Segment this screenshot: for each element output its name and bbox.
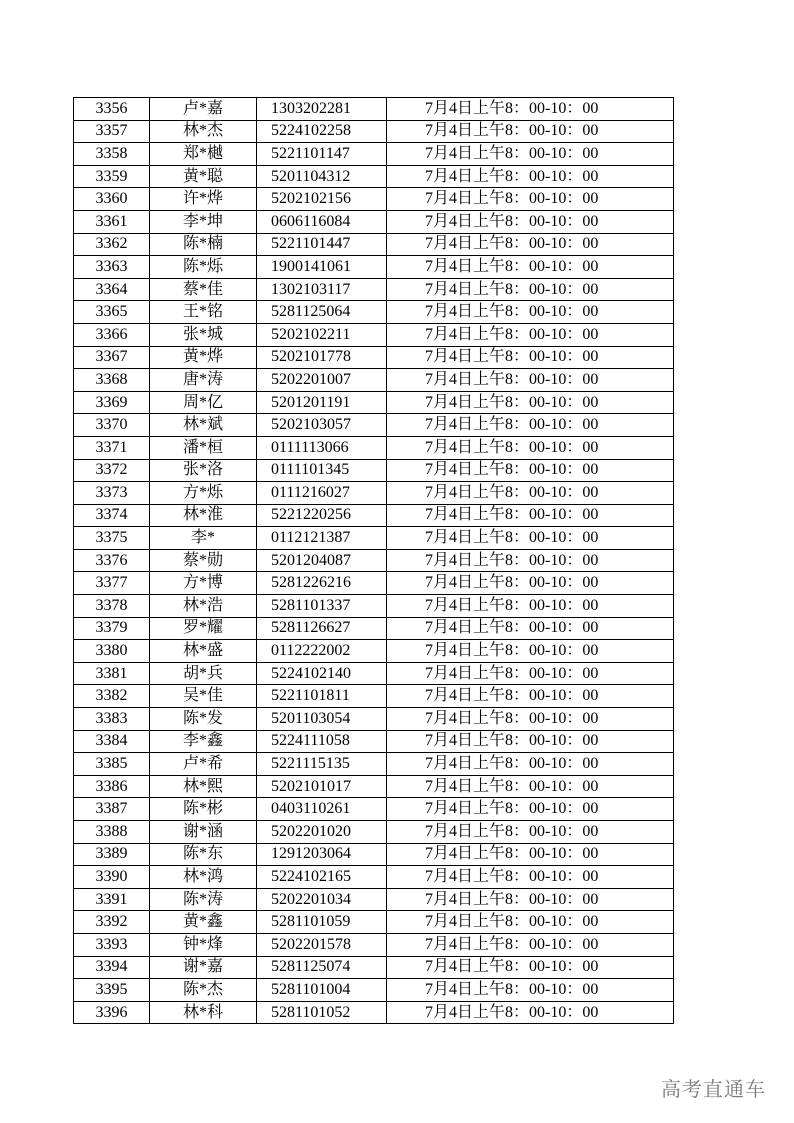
table-row (74, 572, 674, 595)
id-number-cell: 5224102165 (257, 866, 387, 889)
name-cell: 蔡*佳 (150, 278, 257, 301)
row-number-cell: 3371 (74, 436, 150, 459)
row-number-cell: 3388 (74, 821, 150, 844)
exam-time-cell: 7月4日上午8：00-10：00 (387, 98, 674, 121)
id-number-cell: 5202201020 (257, 821, 387, 844)
name-cell: 吴*佳 (150, 685, 257, 708)
row-number-cell: 3361 (74, 210, 150, 233)
exam-time-cell: 7月4日上午8：00-10：00 (387, 549, 674, 572)
name-cell: 罗*耀 (150, 617, 257, 640)
id-number-cell: 5202102156 (257, 188, 387, 211)
table-row (74, 414, 674, 437)
id-number-cell: 0403110261 (257, 798, 387, 821)
table-row (74, 482, 674, 505)
exam-time-cell: 7月4日上午8：00-10：00 (387, 188, 674, 211)
exam-time-cell: 7月4日上午8：00-10：00 (387, 662, 674, 685)
table-row (74, 843, 674, 866)
row-number-cell: 3360 (74, 188, 150, 211)
id-number-cell: 1900141061 (257, 256, 387, 279)
id-number-cell: 5201103054 (257, 708, 387, 731)
exam-time-cell: 7月4日上午8：00-10：00 (387, 369, 674, 392)
table-row (74, 323, 674, 346)
name-cell: 王*铭 (150, 301, 257, 324)
name-cell: 陈*烁 (150, 256, 257, 279)
exam-time-cell: 7月4日上午8：00-10：00 (387, 323, 674, 346)
exam-time-cell: 7月4日上午8：00-10：00 (387, 120, 674, 143)
name-cell: 胡*兵 (150, 662, 257, 685)
table-row (74, 821, 674, 844)
name-cell: 许*烨 (150, 188, 257, 211)
id-number-cell: 5221101811 (257, 685, 387, 708)
name-cell: 方*烁 (150, 482, 257, 505)
exam-time-cell: 7月4日上午8：00-10：00 (387, 233, 674, 256)
row-number-cell: 3389 (74, 843, 150, 866)
id-number-cell: 5224111058 (257, 730, 387, 753)
row-number-cell: 3392 (74, 911, 150, 934)
exam-time-cell: 7月4日上午8：00-10：00 (387, 933, 674, 956)
table-row (74, 233, 674, 256)
table-row (74, 956, 674, 979)
roster-table-body (74, 98, 674, 1024)
row-number-cell: 3362 (74, 233, 150, 256)
id-number-cell: 5201201191 (257, 391, 387, 414)
row-number-cell: 3385 (74, 753, 150, 776)
exam-time-cell: 7月4日上午8：00-10：00 (387, 1001, 674, 1024)
table-row (74, 979, 674, 1002)
exam-time-cell: 7月4日上午8：00-10：00 (387, 708, 674, 731)
id-number-cell: 5221101447 (257, 233, 387, 256)
row-number-cell: 3359 (74, 165, 150, 188)
table-row (74, 662, 674, 685)
id-number-cell: 5281101337 (257, 595, 387, 618)
id-number-cell: 5202201007 (257, 369, 387, 392)
table-row (74, 933, 674, 956)
exam-time-cell: 7月4日上午8：00-10：00 (387, 888, 674, 911)
row-number-cell: 3393 (74, 933, 150, 956)
id-number-cell: 5202201034 (257, 888, 387, 911)
table-row (74, 165, 674, 188)
id-number-cell: 1291203064 (257, 843, 387, 866)
row-number-cell: 3384 (74, 730, 150, 753)
table-row (74, 866, 674, 889)
name-cell: 陈*涛 (150, 888, 257, 911)
table-row (74, 595, 674, 618)
table-row (74, 98, 674, 121)
id-number-cell: 5281101059 (257, 911, 387, 934)
table-row (74, 888, 674, 911)
id-number-cell: 1302103117 (257, 278, 387, 301)
id-number-cell: 5281125064 (257, 301, 387, 324)
name-cell: 方*博 (150, 572, 257, 595)
name-cell: 陈*楠 (150, 233, 257, 256)
name-cell: 林*熙 (150, 775, 257, 798)
name-cell: 黄*鑫 (150, 911, 257, 934)
row-number-cell: 3391 (74, 888, 150, 911)
table-row (74, 730, 674, 753)
table-row (74, 301, 674, 324)
name-cell: 卢*嘉 (150, 98, 257, 121)
id-number-cell: 0112222002 (257, 640, 387, 663)
name-cell: 陈*发 (150, 708, 257, 731)
name-cell: 李*鑫 (150, 730, 257, 753)
row-number-cell: 3386 (74, 775, 150, 798)
row-number-cell: 3363 (74, 256, 150, 279)
exam-time-cell: 7月4日上午8：00-10：00 (387, 482, 674, 505)
id-number-cell: 5202201578 (257, 933, 387, 956)
id-number-cell: 0111113066 (257, 436, 387, 459)
id-number-cell: 5202101778 (257, 346, 387, 369)
name-cell: 林*斌 (150, 414, 257, 437)
name-cell: 陈*东 (150, 843, 257, 866)
row-number-cell: 3382 (74, 685, 150, 708)
row-number-cell: 3380 (74, 640, 150, 663)
id-number-cell: 0111101345 (257, 459, 387, 482)
row-number-cell: 3376 (74, 549, 150, 572)
table-row (74, 527, 674, 550)
row-number-cell: 3357 (74, 120, 150, 143)
name-cell: 黄*烨 (150, 346, 257, 369)
id-number-cell: 5221220256 (257, 504, 387, 527)
name-cell: 林*杰 (150, 120, 257, 143)
row-number-cell: 3390 (74, 866, 150, 889)
id-number-cell: 5202103057 (257, 414, 387, 437)
table-row (74, 1001, 674, 1024)
exam-time-cell: 7月4日上午8：00-10：00 (387, 843, 674, 866)
row-number-cell: 3356 (74, 98, 150, 121)
roster-table (73, 97, 674, 1024)
table-row (74, 459, 674, 482)
table-row (74, 685, 674, 708)
table-row (74, 346, 674, 369)
id-number-cell: 5281101004 (257, 979, 387, 1002)
name-cell: 陈*彬 (150, 798, 257, 821)
row-number-cell: 3364 (74, 278, 150, 301)
watermark-text: 高考直通车 (661, 1077, 766, 1101)
id-number-cell: 5221101147 (257, 143, 387, 166)
name-cell: 黄*聪 (150, 165, 257, 188)
exam-time-cell: 7月4日上午8：00-10：00 (387, 979, 674, 1002)
id-number-cell: 5281125074 (257, 956, 387, 979)
id-number-cell: 5221115135 (257, 753, 387, 776)
table-row (74, 640, 674, 663)
name-cell: 李* (150, 527, 257, 550)
row-number-cell: 3369 (74, 391, 150, 414)
table-row (74, 708, 674, 731)
row-number-cell: 3370 (74, 414, 150, 437)
row-number-cell: 3368 (74, 369, 150, 392)
row-number-cell: 3387 (74, 798, 150, 821)
row-number-cell: 3372 (74, 459, 150, 482)
id-number-cell: 5201204087 (257, 549, 387, 572)
table-row (74, 753, 674, 776)
id-number-cell: 5224102140 (257, 662, 387, 685)
exam-time-cell: 7月4日上午8：00-10：00 (387, 821, 674, 844)
exam-time-cell: 7月4日上午8：00-10：00 (387, 391, 674, 414)
name-cell: 张*城 (150, 323, 257, 346)
name-cell: 蔡*勋 (150, 549, 257, 572)
table-row (74, 369, 674, 392)
table-row (74, 391, 674, 414)
exam-time-cell: 7月4日上午8：00-10：00 (387, 256, 674, 279)
exam-time-cell: 7月4日上午8：00-10：00 (387, 210, 674, 233)
exam-time-cell: 7月4日上午8：00-10：00 (387, 278, 674, 301)
exam-time-cell: 7月4日上午8：00-10：00 (387, 436, 674, 459)
row-number-cell: 3358 (74, 143, 150, 166)
id-number-cell: 0111216027 (257, 482, 387, 505)
table-row (74, 278, 674, 301)
row-number-cell: 3366 (74, 323, 150, 346)
exam-time-cell: 7月4日上午8：00-10：00 (387, 753, 674, 776)
exam-time-cell: 7月4日上午8：00-10：00 (387, 866, 674, 889)
exam-time-cell: 7月4日上午8：00-10：00 (387, 617, 674, 640)
id-number-cell: 5202101017 (257, 775, 387, 798)
row-number-cell: 3396 (74, 1001, 150, 1024)
name-cell: 林*淮 (150, 504, 257, 527)
exam-time-cell: 7月4日上午8：00-10：00 (387, 165, 674, 188)
id-number-cell: 5281226216 (257, 572, 387, 595)
name-cell: 郑*樾 (150, 143, 257, 166)
name-cell: 张*洛 (150, 459, 257, 482)
table-row (74, 775, 674, 798)
name-cell: 唐*涛 (150, 369, 257, 392)
table-row (74, 188, 674, 211)
exam-time-cell: 7月4日上午8：00-10：00 (387, 346, 674, 369)
name-cell: 林*科 (150, 1001, 257, 1024)
row-number-cell: 3378 (74, 595, 150, 618)
table-row (74, 210, 674, 233)
id-number-cell: 0112121387 (257, 527, 387, 550)
table-row (74, 911, 674, 934)
name-cell: 潘*桓 (150, 436, 257, 459)
id-number-cell: 1303202281 (257, 98, 387, 121)
exam-time-cell: 7月4日上午8：00-10：00 (387, 775, 674, 798)
table-row (74, 120, 674, 143)
name-cell: 周*亿 (150, 391, 257, 414)
table-row (74, 143, 674, 166)
id-number-cell: 0606116084 (257, 210, 387, 233)
name-cell: 卢*希 (150, 753, 257, 776)
exam-time-cell: 7月4日上午8：00-10：00 (387, 911, 674, 934)
row-number-cell: 3394 (74, 956, 150, 979)
exam-time-cell: 7月4日上午8：00-10：00 (387, 414, 674, 437)
id-number-cell: 5281101052 (257, 1001, 387, 1024)
name-cell: 林*鸿 (150, 866, 257, 889)
name-cell: 谢*嘉 (150, 956, 257, 979)
exam-time-cell: 7月4日上午8：00-10：00 (387, 143, 674, 166)
table-row (74, 504, 674, 527)
exam-time-cell: 7月4日上午8：00-10：00 (387, 730, 674, 753)
row-number-cell: 3379 (74, 617, 150, 640)
exam-time-cell: 7月4日上午8：00-10：00 (387, 504, 674, 527)
row-number-cell: 3381 (74, 662, 150, 685)
row-number-cell: 3373 (74, 482, 150, 505)
exam-time-cell: 7月4日上午8：00-10：00 (387, 301, 674, 324)
row-number-cell: 3383 (74, 708, 150, 731)
table-row (74, 549, 674, 572)
id-number-cell: 5281126627 (257, 617, 387, 640)
exam-time-cell: 7月4日上午8：00-10：00 (387, 572, 674, 595)
id-number-cell: 5224102258 (257, 120, 387, 143)
row-number-cell: 3375 (74, 527, 150, 550)
row-number-cell: 3367 (74, 346, 150, 369)
id-number-cell: 5201104312 (257, 165, 387, 188)
exam-time-cell: 7月4日上午8：00-10：00 (387, 956, 674, 979)
exam-time-cell: 7月4日上午8：00-10：00 (387, 798, 674, 821)
name-cell: 陈*杰 (150, 979, 257, 1002)
exam-time-cell: 7月4日上午8：00-10：00 (387, 685, 674, 708)
exam-time-cell: 7月4日上午8：00-10：00 (387, 527, 674, 550)
exam-time-cell: 7月4日上午8：00-10：00 (387, 640, 674, 663)
name-cell: 李*坤 (150, 210, 257, 233)
name-cell: 谢*涵 (150, 821, 257, 844)
table-row (74, 798, 674, 821)
exam-time-cell: 7月4日上午8：00-10：00 (387, 459, 674, 482)
row-number-cell: 3374 (74, 504, 150, 527)
row-number-cell: 3365 (74, 301, 150, 324)
table-row (74, 617, 674, 640)
name-cell: 钟*烽 (150, 933, 257, 956)
exam-time-cell: 7月4日上午8：00-10：00 (387, 595, 674, 618)
row-number-cell: 3377 (74, 572, 150, 595)
table-row (74, 436, 674, 459)
name-cell: 林*浩 (150, 595, 257, 618)
name-cell: 林*盛 (150, 640, 257, 663)
row-number-cell: 3395 (74, 979, 150, 1002)
table-row (74, 256, 674, 279)
id-number-cell: 5202102211 (257, 323, 387, 346)
